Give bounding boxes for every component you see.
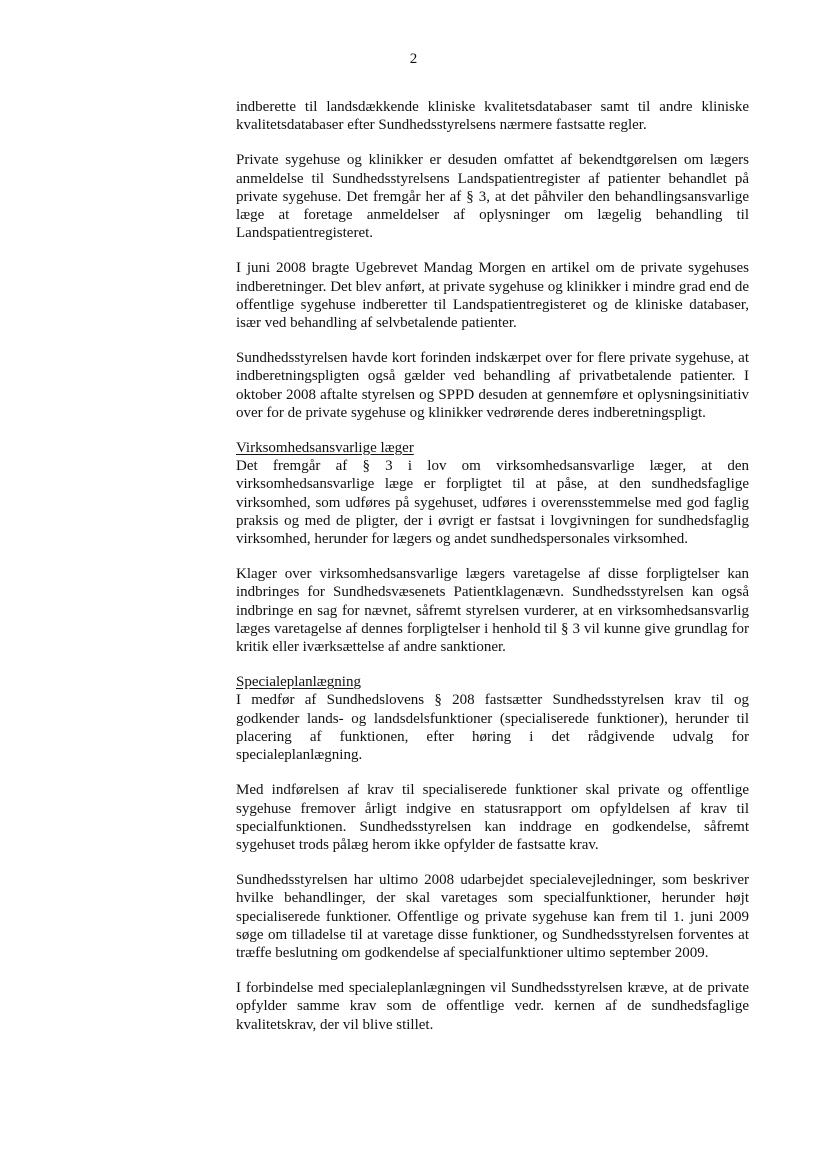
paragraph: I forbindelse med specialeplanlægningen vil Sundhedsstyrelsen kræve, at de private opfylder samme krav som de offentlige vedr. kernen af de sundhedsfaglige kvalitetskrav, der vil blive stillet. [236,980,749,1033]
page-number: 2 [409,51,418,67]
paragraph: Med indførelsen af krav til specialiserede funktioner skal private og offentlige sygehuse fremover årligt indgive en statusrapport om opfyldelsen af krav til specialfunktionen. Sundhedsstyrelsen kan inddrage en godkendelse, såfremt sygehuset trods pålæg herom ikke opfylder de fastsatte krav. [236,782,749,853]
section-heading: Virksomhedsansvarlige læger [236,440,414,457]
paragraph: Private sygehuse og klinikker er desuden omfattet af bekendtgørelsen om lægers anmeldelse til Sundhedsstyrelsens Landspatientregister af patienter behandlet på private sygehuse. Det fremgår her af § 3, at det påhviler den behandlingsansvarlige læge at foretage anmeldelser af oplysninger om lægelig behandling til Landspatientregisteret. [236,152,749,242]
paragraph: Det fremgår af § 3 i lov om virksomhedsansvarlige læger, at den virksomhedsansvarlige læge er forpligtet til at påse, at den sundhedsfaglige virksomhed, som udføres på sygehuset, udføres i overensstemmelse med god faglig praksis og med de pligter, der i øvrigt er fastsat i lovgivningen for sundhedsfaglig virksomhed, herunder for lægers og andet sundhedspersonales virksomhed. [236,458,749,548]
document-body [236,98,749,1034]
section-specialeplanlaegning [236,673,749,1033]
paragraph: Sundhedsstyrelsen har ultimo 2008 udarbejdet specialevejledninger, som beskriver hvilke behandlinger, der skal varetages som specialfunktioner, herunder højt specialiserede funktioner. Offentlige og private sygehuse kan frem til 1. juni 2009 søge om tilladelse til at varetage disse funktioner, og Sundhedsstyrelsen forventes at træffe beslutning om godkendelse af specialfunktioner ultimo september 2009. [236,872,749,961]
section-virksomhedsansvarlige-laeger [236,439,749,656]
paragraph: indberette til landsdækkende kliniske kvalitetsdatabaser samt til andre kliniske kvalitetsdatabaser efter Sundhedsstyrelsens nærmere fastsatte regler. [236,99,749,134]
paragraph: Klager over virksomhedsansvarlige lægers varetagelse af disse forpligtelser kan indbringes for Sundhedsvæsenets Patientklagenævn. Sundhedsstyrelsen kan også indbringe en sag for nævnet, såfremt styrelsen vurderer, at en virksomhedsansvarlig læges varetagelse af dennes forpligtelser i henhold til § 3 vil kunne give grundlag for kritik eller iværksættelse af andre sanktioner. [236,566,749,656]
paragraph: Sundhedsstyrelsen havde kort forinden indskærpet over for flere private sygehuse, at indberetningspligten også gælder ved behandling af privatbetalende patienter. I oktober 2008 aftalte styrelsen og SPPD desuden at gennemføre et oplysningsinitiativ over for de private sygehuse og klinikker vedrørende deres indberetningspligt. [236,350,749,421]
paragraph: I medfør af Sundhedslovens § 208 fastsætter Sundhedsstyrelsen krav til og godkender lands- og landsdelsfunktioner (specialiserede funktioner), herunder til placering af funktionen, efter høring i det rådgivende udvalg for specialeplanlægning. [236,692,749,764]
paragraph: I juni 2008 bragte Ugebrevet Mandag Morgen en artikel om de private sygehuses indberetninger. Det blev anført, at private sygehuse og klinikker i mindre grad end de offentlige sygehuse indberetter til Landspatientregisteret og de kliniske databaser, især ved behandling af selvbetalende patienter. [236,260,749,332]
section-heading: Specialeplanlægning [236,674,361,691]
